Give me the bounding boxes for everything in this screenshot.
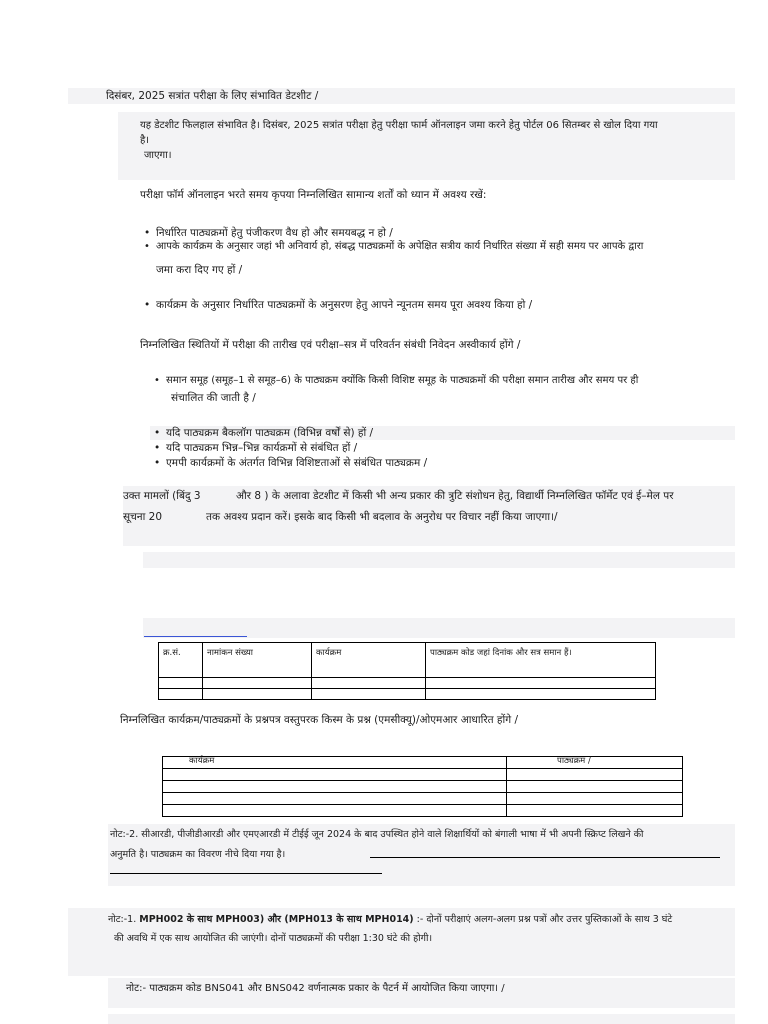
- note3: नोट:- पाठ्यक्रम कोड BNS041 और BNS042 वर्णनात्मक प्रकार के पैटर्न में आयोजित किया जाएगा। /: [126, 983, 505, 994]
- empty-band-2: [143, 618, 735, 638]
- note1-line-1: [108, 913, 672, 926]
- change-item-3: • यदि पाठ्यक्रम भिन्न–भिन्न कार्यक्रमों से संबंधित हों /: [154, 441, 427, 456]
- format-note-c: सूचना 20: [123, 511, 163, 523]
- format-note-b: और 8 ) के अलावा डेटशीट में किसी भी अन्य प्रकार की त्रुटि संशोधन हेतु, विद्यार्थी निम्नलिखित फॉर्मेट एवं ई–मेल पर: [236, 490, 674, 502]
- bottom-band: [108, 1014, 735, 1024]
- format-note-a: उक्त मामलों (बिंदु 3: [123, 490, 201, 502]
- changes-list: [154, 374, 638, 388]
- table-cell[interactable]: [426, 678, 656, 689]
- note2-rule-bottom: [110, 873, 382, 874]
- table-row: [159, 678, 656, 689]
- intro-line-1: यह डेटशीट फिलहाल संभावित है। दिसंबर, 2025 सत्रांत परीक्षा हेतु परीक्षा फार्म ऑनलाइन जमा करने हेतु पोर्टल 06 सितम्बर से खोल दिया गया: [140, 120, 658, 131]
- table-row: [163, 805, 683, 817]
- table-cell[interactable]: [159, 678, 203, 689]
- page-title: दिसंबर, 2025 सत्रांत परीक्षा के लिए संभावित डेटशीट /: [106, 90, 319, 102]
- conditions-list-2: [144, 298, 532, 312]
- table-cell[interactable]: [507, 805, 683, 817]
- table-cell[interactable]: [203, 678, 312, 689]
- table-cell[interactable]: [163, 805, 507, 817]
- changes-list-2: [154, 426, 427, 471]
- table-row: [159, 689, 656, 700]
- change-item-4: • एमपी कार्यक्रमों के अंतर्गत विभिन्न विशिष्टताओं से संबंधित पाठ्यक्रम /: [154, 456, 427, 471]
- note1-prefix: नोट:-1.: [108, 914, 137, 925]
- format-note-d: तक अवश्य प्रदान करें। इसके बाद किसी भी बदलाव के अनुरोध पर विचार नहीं किया जाएगा।/: [206, 511, 558, 523]
- empty-band-1: [143, 552, 735, 568]
- table-header-cell: नामांकन संख्या: [203, 643, 312, 678]
- table-cell[interactable]: [163, 793, 507, 805]
- table-cell[interactable]: [163, 781, 507, 793]
- change-item-2: • यदि पाठ्यक्रम बैकलॉग पाठ्यक्रम (विभिन्न वर्षों से) हों /: [154, 426, 427, 441]
- table-header-row: [163, 757, 683, 769]
- note2-line-1: नोट:-2. सीआरडी, पीजीडीआरडी और एमएआरडी में टीईई जून 2024 के बाद उपस्थित होने वाले शिक्षार्थियों को बंगाली भाषा में भी अपनी स्क्रिप्ट लिखने की: [110, 829, 644, 840]
- table-cell[interactable]: [312, 678, 426, 689]
- mcq-heading: निम्नलिखित कार्यक्रम/पाठ्यक्रमों के प्रश्नपत्र वस्तुपरक किस्म के प्रश्न (एमसीक्यू)/ओएमआर आधारित होंगे /: [120, 714, 519, 726]
- mcq-programme-table: [162, 756, 683, 817]
- table-cell[interactable]: [203, 689, 312, 700]
- table-header-cell: कार्यक्रम: [312, 643, 426, 678]
- table-cell[interactable]: [312, 689, 426, 700]
- table-header-cell: पाठ्यक्रम कोड जहां दिनांक और सत्र समान हैं।: [426, 643, 656, 678]
- intro-line-3: जाएगा।: [144, 150, 172, 161]
- table-cell[interactable]: [159, 689, 203, 700]
- note1-rest: :- दोनों परीक्षाएं अलग-अलग प्रश्न पत्रों और उत्तर पुस्तिकाओं के साथ 3 घंटे: [416, 914, 673, 925]
- table-cell[interactable]: [163, 769, 507, 781]
- table-cell[interactable]: [426, 689, 656, 700]
- condition-item-2-cont: जमा करा दिए गए हों /: [156, 264, 243, 276]
- table-row: [163, 769, 683, 781]
- note2-rule-right: [370, 857, 720, 858]
- table-header-cell: कार्यक्रम: [163, 757, 507, 769]
- table-row: [163, 781, 683, 793]
- condition-item-2: • आपके कार्यक्रम के अनुसार जहां भी अनिवार्य हो, संबद्ध पाठ्यक्रमों के अपेक्षित सत्रीय कार्य निर्धारित संख्या में सही समय पर आपके द्वारा: [144, 240, 643, 254]
- change-item-1-cont: संचालित की जाती है /: [171, 392, 256, 404]
- change-heading: निम्नलिखित स्थितियों में परीक्षा की तारीख एवं परीक्षा–सत्र में परिवर्तन संबंधी निवेदन अस्वीकार्य होंगे /: [140, 339, 521, 351]
- correction-format-table: [158, 642, 656, 700]
- note1-line-2: की अवधि में एक साथ आयोजित की जाएंगी। दोनों पाठ्यक्रमों की परीक्षा 1:30 घंटे की होगी।: [114, 933, 433, 944]
- table-row: [163, 793, 683, 805]
- conditions-heading: परीक्षा फॉर्म ऑनलाइन भरते समय कृपया निम्नलिखित सामान्य शर्तों को ध्यान में अवश्य रखें:: [140, 189, 487, 201]
- table-header-row: [159, 643, 656, 678]
- intro-line-2: है।: [140, 135, 150, 146]
- table-header-cell: क्र.सं.: [159, 643, 203, 678]
- table-cell[interactable]: [507, 781, 683, 793]
- condition-item-1: • निर्धारित पाठ्यक्रमों हेतु पंजीकरण वैध हो और समयबद्ध न हो /: [144, 226, 643, 240]
- note2-line-2: अनुमति है। पाठ्यक्रम का विवरण नीचे दिया गया है।: [110, 849, 286, 860]
- table-header-cell: पाठ्यक्रम /: [507, 757, 683, 769]
- email-link-underline[interactable]: [144, 636, 247, 637]
- table-cell[interactable]: [507, 793, 683, 805]
- conditions-list: [144, 226, 643, 254]
- condition-item-3: • कार्यक्रम के अनुसार निर्धारित पाठ्यक्रमों के अनुसरण हेतु आपने न्यूनतम समय पूरा अवश्य किया हो /: [144, 298, 532, 312]
- change-item-1: • समान समूह (समूह–1 से समूह–6) के पाठ्यक्रम क्योंकि किसी विशिष्ट समूह के पाठ्यक्रमों की परीक्षा समान तारीख और समय पर ही: [154, 374, 638, 388]
- table-cell[interactable]: [507, 769, 683, 781]
- note1-bold-codes: MPH002 के साथ MPH003) और (MPH013 के साथ MPH014): [139, 914, 414, 925]
